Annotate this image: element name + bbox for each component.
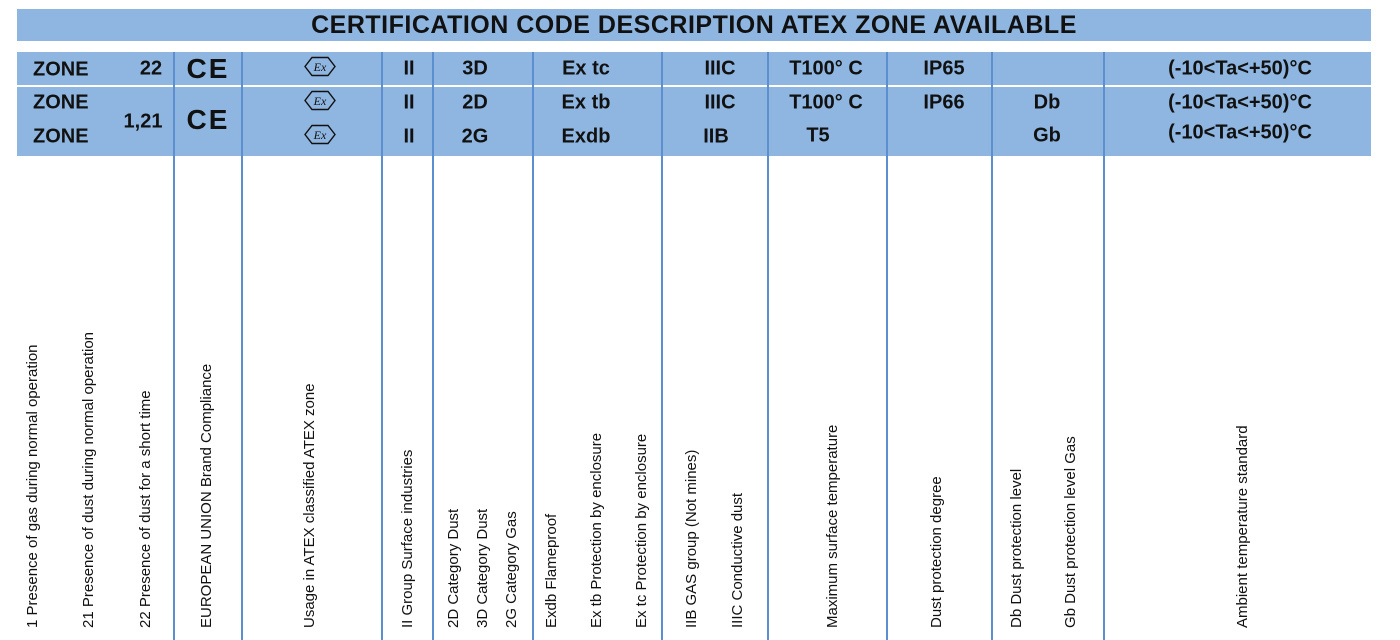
ce-mark-icon: CE	[186, 53, 230, 84]
group-value: II	[403, 57, 415, 80]
protection-value: Ex tc	[562, 57, 610, 80]
protection-extc-description: Ex tc Protection by enclosure	[633, 433, 650, 628]
zone-number: 1,21	[123, 110, 163, 133]
category-value: 3D	[462, 57, 488, 80]
zone-22-description: 22 Presence of dust for a short time	[137, 390, 154, 628]
zone-label: ZONE	[33, 91, 89, 114]
gas-group-iiic-description: IIIC Conductive dust	[729, 492, 746, 628]
ce-description: EUROPEAN UNION Brand Compliance	[198, 363, 215, 628]
protection-extb-description: Ex tb Protection by enclosure	[588, 432, 605, 628]
gas-group-value: IIIC	[704, 91, 736, 114]
svg-text:Ex: Ex	[313, 94, 327, 108]
category-2d-description: 2D Category Dust	[445, 508, 462, 628]
group-value: II	[403, 91, 415, 114]
column-divider	[991, 52, 993, 640]
gas-group-value: IIIC	[704, 57, 736, 80]
ip-description: Dust protection degree	[928, 476, 945, 628]
svg-text:Ex: Ex	[313, 60, 327, 74]
protection-exdb-description: Exdb Flameproof	[543, 513, 560, 628]
ambient-description: Ambient temperature standard	[1234, 425, 1251, 628]
zone-1-description: 1 Presence of gas during normal operation	[24, 344, 41, 628]
protection-value: Exdb	[561, 125, 611, 148]
ex-mark-icon	[303, 56, 337, 83]
ce-mark-icon: CE	[186, 104, 230, 135]
temperature-value: T100° C	[789, 91, 863, 114]
ex-mark-icon	[303, 90, 337, 117]
ambient-value: (-10<Ta<+50)°C	[1168, 91, 1312, 114]
column-divider	[661, 52, 663, 640]
category-3d-description: 3D Category Dust	[474, 508, 491, 628]
column-divider	[173, 52, 175, 640]
column-divider	[1103, 52, 1105, 640]
ambient-value: (-10<Ta<+50)°C	[1168, 57, 1312, 80]
epl-value: Db	[1033, 91, 1061, 114]
temperature-description: Maximum surface temperature	[824, 424, 841, 628]
category-2g-description: 2G Category Gas	[503, 511, 520, 628]
temperature-value: T100° C	[789, 57, 863, 80]
temperature-value: T5	[806, 124, 830, 147]
column-divider	[381, 52, 383, 640]
epl-value: Gb	[1033, 124, 1061, 147]
category-value: 2D	[462, 91, 488, 114]
ex-mark-icon	[303, 124, 337, 151]
zone-label: ZONE	[33, 125, 89, 148]
epl-db-description: Db Dust protection level	[1008, 468, 1025, 628]
ip-value: IP65	[923, 57, 965, 80]
group-description: II Group Surface industries	[399, 449, 416, 628]
protection-value: Ex tb	[561, 91, 611, 114]
column-divider	[886, 52, 888, 640]
gas-group-value: IIB	[703, 125, 729, 148]
page-title: CERTIFICATION CODE DESCRIPTION ATEX ZONE AVAILABLE	[17, 9, 1371, 41]
ip-value: IP66	[923, 91, 965, 114]
ex-description: Usage in ATEX classified ATEX zone	[301, 383, 318, 628]
zone-number: 22	[139, 57, 163, 80]
column-divider	[532, 52, 534, 640]
ambient-value: (-10<Ta<+50)°C	[1168, 121, 1312, 144]
svg-text:Ex: Ex	[313, 128, 327, 142]
column-divider	[241, 52, 243, 640]
group-value: II	[403, 125, 415, 148]
epl-gb-description: Gb Dust protection level Gas	[1062, 436, 1079, 628]
zone-21-description: 21 Presence of dust during normal operation	[80, 331, 97, 628]
category-value: 2G	[461, 125, 489, 148]
column-divider	[432, 52, 434, 640]
zone-label: ZONE	[33, 58, 89, 81]
column-divider	[767, 52, 769, 640]
gas-group-iib-description: IIB GAS group (Not mines)	[683, 449, 700, 628]
